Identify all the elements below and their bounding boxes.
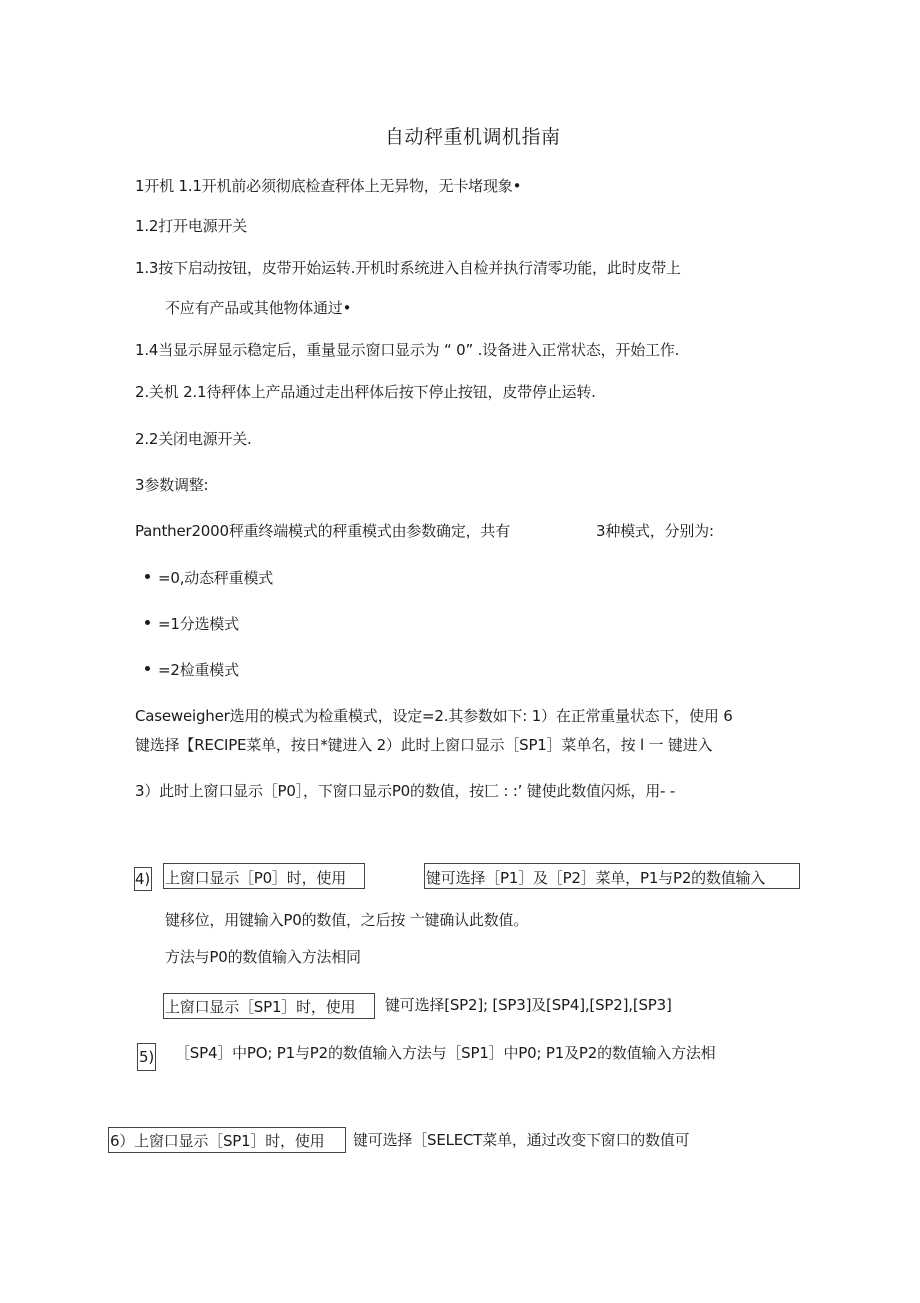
step-4-number: 4) [135,870,150,888]
bullet-text: =1分选模式 [158,615,239,633]
step-4-detail: 键可选择［P1］及［P2］菜单，P1与P2的数值输入 [426,869,766,887]
bullet-icon [145,574,150,579]
text-line-9a: Panther2000秤重终端模式的秤重模式由参数确定，共有 [135,522,511,540]
text-line-5: 1.4当显示屏显示稳定后，重量显示窗口显示为 “ 0” .设备进入正常状态，开始工作. [135,341,680,359]
text-line-6: 2.关机 2.1待秤体上产品通过走出秤体后按下停止按钮，皮带停止运转. [135,383,596,401]
sp1-label: 上窗口显示［SP1］时，使用 [165,998,356,1016]
text-line-1: 1开机 1.1开机前必须彻底检查秤体上无异物，无卡堵现象• [135,177,522,195]
text-line-4: 不应有产品或其他物体通过• [165,299,352,317]
text-line-15: 方法与P0的数值输入方法相同 [165,948,361,966]
text-line-2: 1.2打开电源开关 [135,217,248,235]
bullet-item-1 [145,568,273,588]
text-line-11: 键选择【RECIPE菜单，按日*键进入 2）此时上窗口显示［SP1］菜单名，按 l 一 键进入 [135,736,713,754]
text-line-10: Caseweigher选用的模式为检重模式，设定=2.其参数如下: 1）在正常重量状态下，使用 6 [135,707,733,725]
bullet-item-2 [145,614,239,634]
step-5-number: 5) [139,1048,154,1066]
text-line-12: 3）此时上窗口显示［P0］，下窗口显示P0的数值，按匚 : :’ 键使此数值闪烁，用- - [135,782,675,800]
section-heading-params: 3参数调整: [135,476,209,494]
step-6-label: 6）上窗口显示［SP1］时，使用 [110,1132,325,1150]
text-line-9b: 3种模式，分别为: [596,522,714,540]
page-title: 自动秤重机调机指南 [385,126,561,148]
sp1-detail: 键可选择[SP2]; [SP3]及[SP4],[SP2],[SP3] [385,996,672,1014]
bullet-text: =2检重模式 [158,661,239,679]
bullet-icon [145,666,150,671]
text-line-3: 1.3按下启动按钮，皮带开始运转.开机时系统进入自检并执行清零功能，此时皮带上 [135,259,681,277]
text-line-17: ［SP4］中PO; P1与P2的数值输入方法与［SP1］中P0; P1及P2的数值输入方法相 [175,1044,716,1062]
bullet-icon [145,620,150,625]
text-line-7: 2.2关闭电源开关. [135,430,252,448]
step-4-label: 上窗口显示［P0］时，使用 [165,869,346,887]
text-line-14: 键移位，用键输入P0的数值，之后按 亠键确认此数值。 [165,911,529,929]
bullet-text: =0,动态秤重模式 [158,569,274,587]
bullet-item-3 [145,660,239,680]
step-6-detail: 键可选择［SELECT菜单，通过改变下窗口的数值可 [353,1131,690,1149]
